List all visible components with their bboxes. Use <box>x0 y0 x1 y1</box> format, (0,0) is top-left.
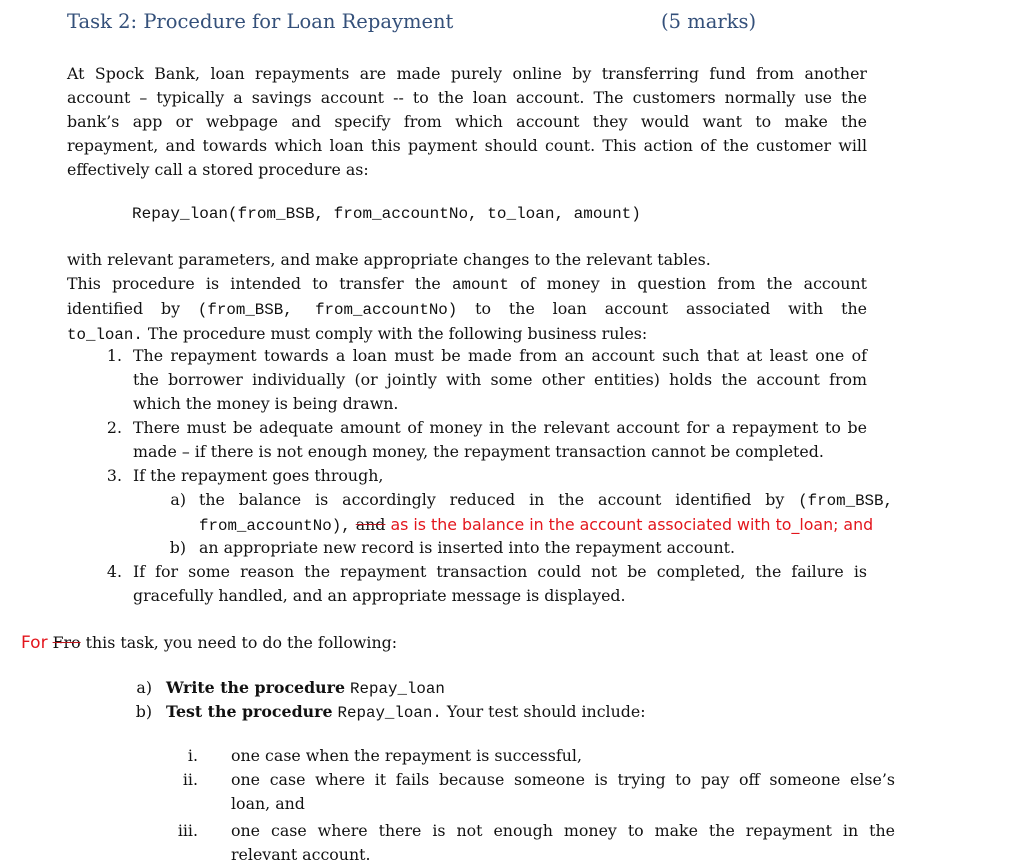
handwritten-for: For <box>21 633 48 653</box>
test-number: iii. <box>177 821 198 840</box>
sub-rule-letter: b) <box>169 538 186 557</box>
intro-line: effectively call a stored procedure as: <box>67 160 369 179</box>
test-cases-list <box>0 744 1024 864</box>
test-line: relevant account. <box>231 845 371 864</box>
task-letter: b) <box>135 702 152 721</box>
task-list <box>0 676 1024 724</box>
rule-2 <box>133 416 867 464</box>
code-to-loan: to_loan. <box>67 326 143 344</box>
rule-3: If the repayment goes through, <box>133 466 384 485</box>
rule-number: 3. <box>106 466 122 485</box>
rule-line: gracefully handled, and an appropriate message is displayed. <box>133 586 626 605</box>
page-title: Task 2: Procedure for Loan Repayment <box>67 10 454 33</box>
intro-line: repayment, and towards which loan this payment should count. This action of the customer will <box>67 136 867 155</box>
description-text: The procedure must comply with the following business rules: <box>147 324 648 343</box>
test-case-i: one case when the repayment is successful, <box>231 746 582 765</box>
description-line <box>67 297 867 322</box>
intro-paragraph <box>67 62 867 182</box>
task-b-text: Your test should include: <box>446 702 646 721</box>
description-text: This procedure is intended to transfer the <box>67 274 441 293</box>
description-text: to the loan account associated with the <box>475 299 867 318</box>
rule-line: which the money is being drawn. <box>133 394 399 413</box>
test-number: i. <box>187 746 198 765</box>
task-a-bold: Write the procedure <box>166 678 346 697</box>
rule-line: The repayment towards a loan must be made from an account such that at least one of <box>133 346 867 365</box>
code-from-accountno: from_accountNo), <box>199 517 351 535</box>
rule-line <box>199 488 893 513</box>
intro-line: At Spock Bank, loan repayments are made purely online by transferring fund from another <box>67 64 867 83</box>
rule-3a <box>199 488 1024 538</box>
description-line <box>67 272 867 297</box>
code-from-bsb: (from_BSB, <box>798 492 893 510</box>
struck-word: Fro <box>52 633 81 652</box>
rule-line: the borrower individually (or jointly with some other entities) holds the account from <box>133 370 867 389</box>
code-from-account: (from_BSB, from_accountNo) <box>197 301 458 319</box>
rule-number: 4. <box>106 562 122 581</box>
rule-4 <box>133 560 867 608</box>
task-intro-text: this task, you need to do the following: <box>85 633 398 652</box>
description-paragraph <box>67 248 867 347</box>
intro-line: account – typically a savings account -- to the loan account. The customers normally use the <box>67 88 867 107</box>
task-a <box>166 676 445 701</box>
description-text: of money in question from the account <box>520 274 867 293</box>
code-repay-loan: Repay_loan <box>350 680 445 698</box>
struck-word: and <box>355 515 386 534</box>
rule-line: There must be adequate amount of money in the relevant account for a repayment to be <box>133 418 867 437</box>
procedure-signature: Repay_loan(from_BSB, from_accountNo, to_loan, amount) <box>132 205 641 223</box>
task-letter: a) <box>136 678 152 697</box>
sub-rule-letter: a) <box>170 490 186 509</box>
rule-line: If for some reason the repayment transaction could not be completed, the failure is <box>133 562 867 581</box>
description-text: identified by <box>67 299 181 318</box>
test-line: one case where it fails because someone is trying to pay off someone else’s <box>231 770 895 789</box>
marks-label: (5 marks) <box>661 10 757 33</box>
handwritten-annotation: as is the balance in the account associated with to_loan; and <box>390 515 874 534</box>
test-number: ii. <box>182 770 198 789</box>
business-rules-list <box>0 344 1024 605</box>
rule-line: made – if there is not enough money, the repayment transaction cannot be completed. <box>133 442 824 461</box>
task-intro-line <box>21 631 397 655</box>
task-b-bold: Test the procedure <box>166 702 333 721</box>
code-repay-loan: Repay_loan. <box>337 704 442 722</box>
rule-3b: an appropriate new record is inserted into the repayment account. <box>199 538 735 557</box>
test-line: one case where there is not enough money to make the repayment in the <box>231 821 895 840</box>
rule-number: 1. <box>106 346 122 365</box>
task-b <box>166 700 646 725</box>
description-line: with relevant parameters, and make appropriate changes to the relevant tables. <box>67 250 711 269</box>
rule-1 <box>133 344 867 416</box>
test-case-iii <box>231 819 895 867</box>
test-case-ii <box>231 768 895 816</box>
rule-text: the balance is accordingly reduced in the account identified by <box>199 490 785 509</box>
rule-number: 2. <box>106 418 122 437</box>
code-amount: amount <box>452 276 509 294</box>
test-line: loan, and <box>231 794 305 813</box>
rule-line <box>199 513 1024 538</box>
intro-line: bank’s app or webpage and specify from which account they would want to make the <box>67 112 867 131</box>
